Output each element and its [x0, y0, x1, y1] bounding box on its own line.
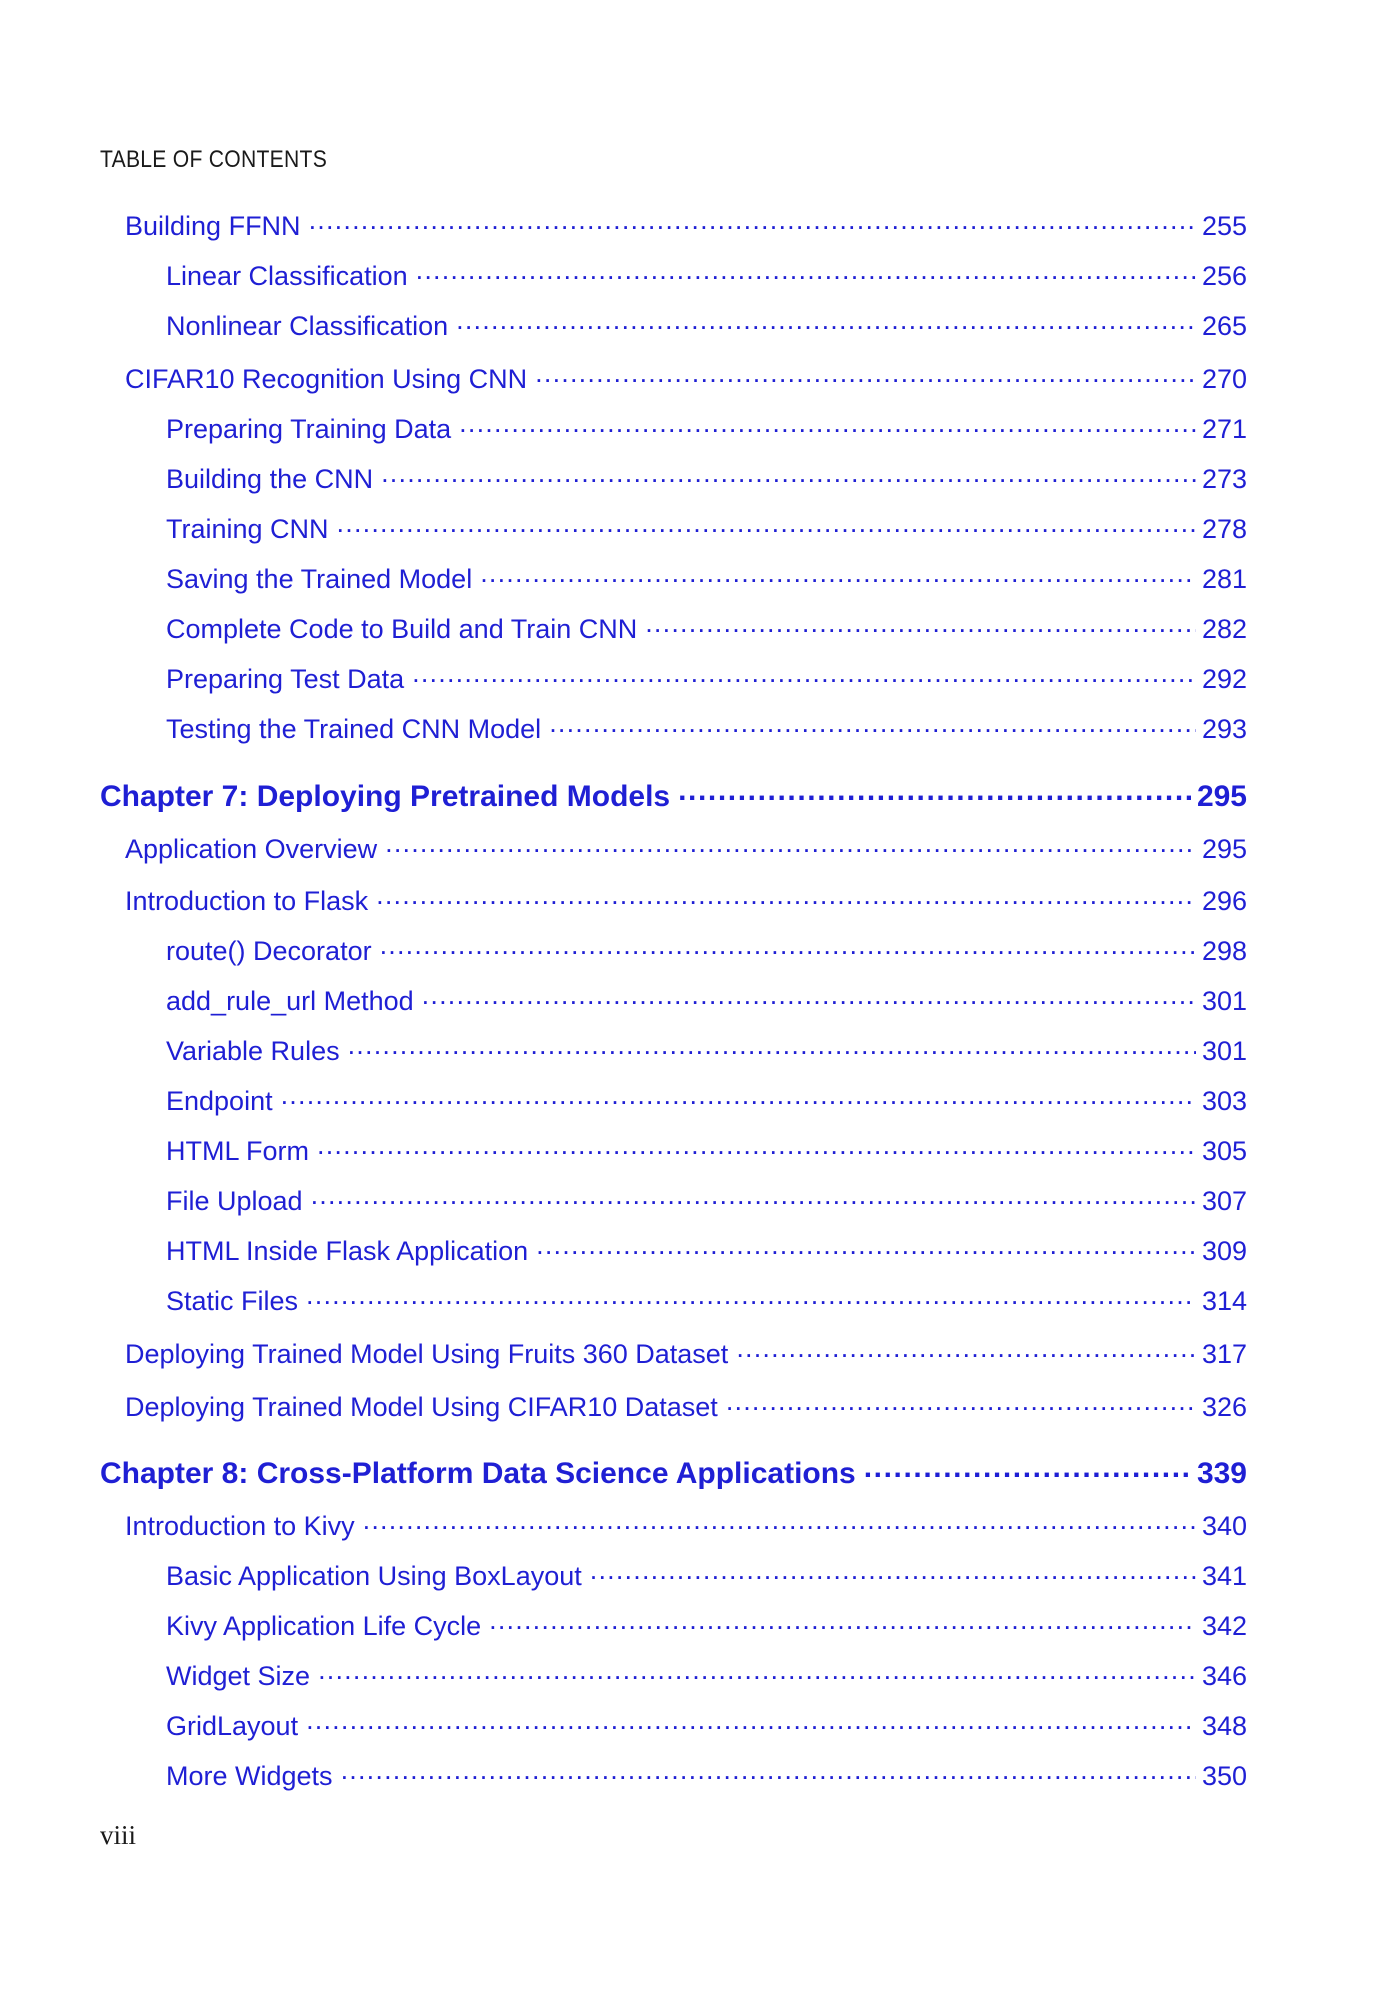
- dot-leader: [549, 711, 1196, 738]
- toc-entry-file-upload[interactable]: [166, 1183, 1247, 1217]
- dot-leader: [456, 308, 1196, 335]
- toc-entry-kivy-life-cycle[interactable]: [166, 1608, 1247, 1642]
- dot-leader: [363, 1508, 1196, 1535]
- toc-entry-title: CIFAR10 Recognition Using CNN: [125, 364, 528, 394]
- dot-leader: [726, 1389, 1196, 1416]
- toc-entry-page: 305: [1201, 1136, 1247, 1166]
- toc-entry-title: Widget Size: [166, 1661, 311, 1691]
- toc-entry-more-widgets[interactable]: [166, 1758, 1247, 1792]
- toc-entry-title: add_rule_url Method: [166, 986, 414, 1016]
- toc-entry-title: Static Files: [166, 1286, 299, 1316]
- toc-entry-application-overview[interactable]: [125, 831, 1247, 865]
- toc-entry-page: 271: [1201, 414, 1247, 444]
- toc-entry-page: 293: [1201, 714, 1247, 744]
- page-number: viii: [100, 1820, 137, 1850]
- toc-entry-building-ffnn[interactable]: [125, 208, 1247, 242]
- dot-leader: [309, 208, 1196, 235]
- dot-leader: [306, 1283, 1196, 1310]
- toc-entry-title: More Widgets: [166, 1761, 333, 1791]
- toc-entry-preparing-test-data[interactable]: [166, 661, 1247, 695]
- toc-entry-page: 301: [1201, 1036, 1247, 1066]
- toc-entry-page: 273: [1201, 464, 1247, 494]
- dot-leader: [416, 258, 1196, 285]
- toc-entry-complete-code[interactable]: [166, 611, 1247, 645]
- toc-entry-widget-size[interactable]: [166, 1658, 1247, 1692]
- dot-leader: [281, 1083, 1196, 1110]
- toc-entry-basic-application-boxlayout[interactable]: [166, 1558, 1247, 1592]
- toc-entry-page: 296: [1201, 886, 1247, 916]
- toc-entry-page: 309: [1201, 1236, 1247, 1266]
- toc-entry-title: Endpoint: [166, 1086, 273, 1116]
- toc-entry-page: 281: [1201, 564, 1247, 594]
- dot-leader: [376, 883, 1196, 910]
- toc-entry-page: 342: [1201, 1611, 1247, 1641]
- toc-entry-preparing-training-data[interactable]: [166, 411, 1247, 445]
- toc-entry-title: Training CNN: [166, 514, 329, 544]
- dot-leader: [318, 1658, 1196, 1685]
- toc-entry-page: 341: [1201, 1561, 1247, 1591]
- toc-entry-building-the-cnn[interactable]: [166, 461, 1247, 495]
- toc-entry-saving-trained-model[interactable]: [166, 561, 1247, 595]
- dot-leader: [645, 611, 1196, 638]
- toc-entry-page: 255: [1201, 211, 1247, 241]
- toc-entry-introduction-to-flask[interactable]: [125, 883, 1247, 917]
- toc-entry-title: Deploying Trained Model Using CIFAR10 Dataset: [125, 1392, 718, 1422]
- toc-entry-html-form[interactable]: [166, 1133, 1247, 1167]
- dot-leader: [459, 411, 1196, 438]
- toc-entry-title: Kivy Application Life Cycle: [166, 1611, 482, 1641]
- toc-entry-nonlinear-classification[interactable]: [166, 308, 1247, 342]
- toc-entry-deploying-fruits-360[interactable]: [125, 1336, 1247, 1370]
- toc-entry-title: Deploying Trained Model Using Fruits 360 Dataset: [125, 1339, 729, 1369]
- dot-leader: [422, 983, 1196, 1010]
- toc-entry-variable-rules[interactable]: [166, 1033, 1247, 1067]
- dot-leader: [590, 1558, 1196, 1585]
- toc-entry-title: Chapter 8: Cross-Platform Data Science Applications: [100, 1457, 856, 1490]
- dot-leader: [337, 511, 1196, 538]
- dot-leader: [348, 1033, 1196, 1060]
- toc-entry-title: Complete Code to Build and Train CNN: [166, 614, 638, 644]
- toc-entry-title: Preparing Training Data: [166, 414, 452, 444]
- dot-leader: [736, 1336, 1196, 1363]
- toc-entry-introduction-to-kivy[interactable]: [125, 1508, 1247, 1542]
- toc-entry-page: 346: [1201, 1661, 1247, 1691]
- dot-leader: [412, 661, 1196, 688]
- toc-entry-cifar10-recognition[interactable]: [125, 361, 1247, 395]
- dot-leader: [678, 776, 1191, 806]
- toc-entry-page: 298: [1201, 936, 1247, 966]
- toc-entry-deploying-cifar10[interactable]: [125, 1389, 1247, 1423]
- toc-entry-testing-trained-cnn[interactable]: [166, 711, 1247, 745]
- toc-chapter-7[interactable]: [100, 776, 1247, 814]
- toc-entry-title: HTML Form: [166, 1136, 309, 1166]
- toc-entry-page: 303: [1201, 1086, 1247, 1116]
- toc-entry-page: 295: [1196, 780, 1247, 813]
- dot-leader: [536, 1233, 1196, 1260]
- toc-entry-page: 340: [1201, 1511, 1247, 1541]
- dot-leader: [317, 1133, 1196, 1160]
- toc-entry-page: 292: [1201, 664, 1247, 694]
- toc-entry-linear-classification[interactable]: [166, 258, 1247, 292]
- toc-entry-page: 295: [1201, 834, 1247, 864]
- toc-entry-title: Application Overview: [125, 834, 378, 864]
- toc-entry-title: Testing the Trained CNN Model: [166, 714, 542, 744]
- toc-chapter-8[interactable]: [100, 1453, 1247, 1491]
- toc-entry-title: Chapter 7: Deploying Pretrained Models: [100, 780, 671, 813]
- toc-entry-title: Variable Rules: [166, 1036, 340, 1066]
- dot-leader: [864, 1453, 1191, 1483]
- toc-entry-title: Preparing Test Data: [166, 664, 405, 694]
- toc-entry-endpoint[interactable]: [166, 1083, 1247, 1117]
- toc-entry-page: 307: [1201, 1186, 1247, 1216]
- toc-entry-title: Nonlinear Classification: [166, 311, 449, 341]
- toc-entry-page: 256: [1201, 261, 1247, 291]
- toc-entry-page: 282: [1201, 614, 1247, 644]
- toc-entry-title: route() Decorator: [166, 936, 372, 966]
- dot-leader: [306, 1708, 1196, 1735]
- dot-leader: [480, 561, 1196, 588]
- toc-entry-title: Building FFNN: [125, 211, 301, 241]
- toc-entry-title: Saving the Trained Model: [166, 564, 473, 594]
- toc-entry-page: 326: [1201, 1392, 1247, 1422]
- toc-entry-title: GridLayout: [166, 1711, 299, 1741]
- toc-entry-route-decorator[interactable]: [166, 933, 1247, 967]
- toc-entry-title: Linear Classification: [166, 261, 408, 291]
- dot-leader: [489, 1608, 1196, 1635]
- toc-entry-title: Introduction to Kivy: [125, 1511, 355, 1541]
- toc-entry-page: 317: [1201, 1339, 1247, 1369]
- dot-leader: [381, 461, 1196, 488]
- toc-entry-training-cnn[interactable]: [166, 511, 1247, 545]
- dot-leader: [311, 1183, 1196, 1210]
- toc-entry-page: 301: [1201, 986, 1247, 1016]
- toc-entry-page: 270: [1201, 364, 1247, 394]
- toc-entry-page: 350: [1201, 1761, 1247, 1791]
- toc-entry-page: 278: [1201, 514, 1247, 544]
- toc-entry-gridlayout[interactable]: [166, 1708, 1247, 1742]
- toc-entry-title: Basic Application Using BoxLayout: [166, 1561, 582, 1591]
- toc-entry-page: 314: [1201, 1286, 1247, 1316]
- toc-entry-title: Introduction to Flask: [125, 886, 369, 916]
- running-head: TABLE OF CONTENTS: [100, 146, 328, 173]
- toc-entry-html-inside-flask[interactable]: [166, 1233, 1247, 1267]
- toc-entry-page: 339: [1196, 1457, 1247, 1490]
- toc-entry-add-rule-url[interactable]: [166, 983, 1247, 1017]
- toc-entry-title: HTML Inside Flask Application: [166, 1236, 529, 1266]
- toc-entry-static-files[interactable]: [166, 1283, 1247, 1317]
- dot-leader: [341, 1758, 1196, 1785]
- toc-entry-page: 265: [1201, 311, 1247, 341]
- toc-entry-title: File Upload: [166, 1186, 303, 1216]
- dot-leader: [535, 361, 1196, 388]
- toc-entry-title: Building the CNN: [166, 464, 374, 494]
- dot-leader: [380, 933, 1196, 960]
- toc-entry-page: 348: [1201, 1711, 1247, 1741]
- dot-leader: [385, 831, 1196, 858]
